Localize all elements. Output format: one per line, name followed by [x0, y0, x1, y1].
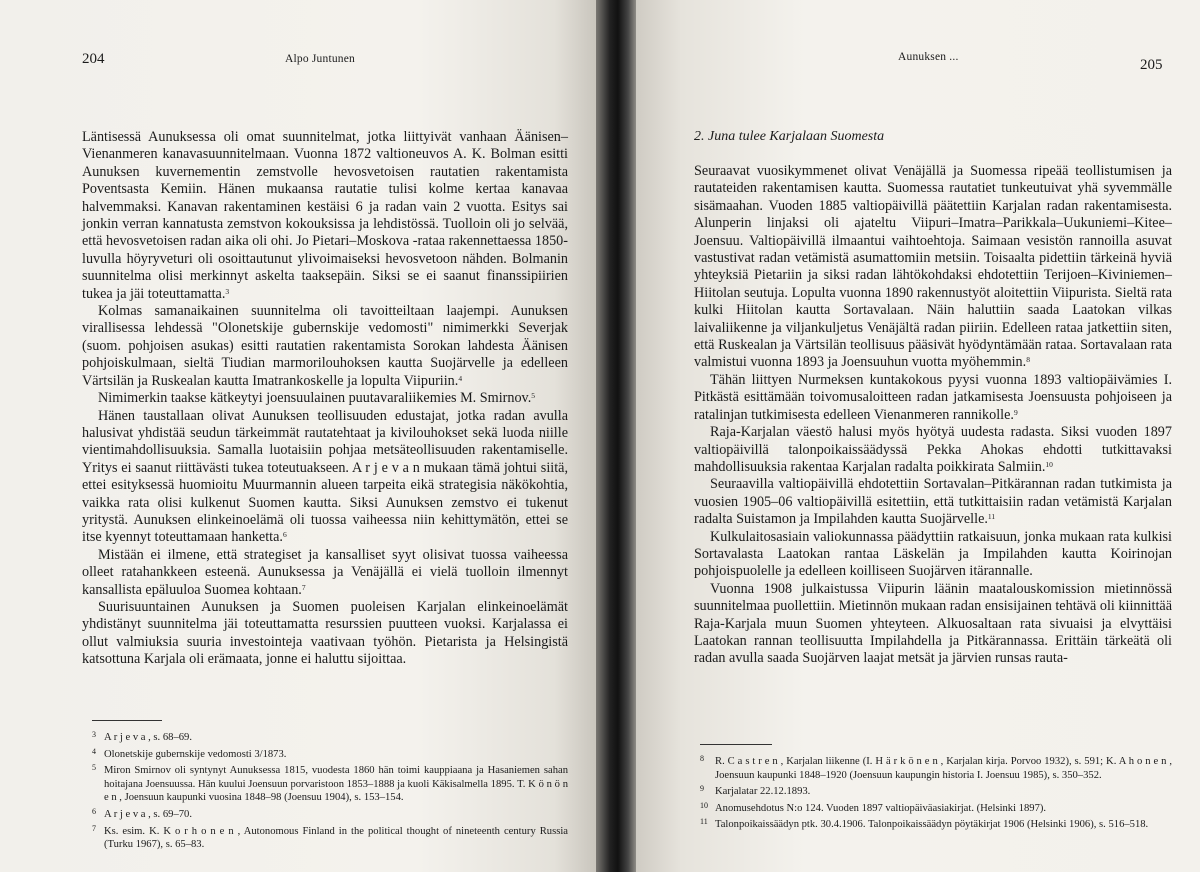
- footnote: 4 Olonetskije gubernskije vedomosti 3/1873.: [92, 746, 287, 760]
- left-running-head: Alpo Juntunen: [285, 53, 355, 65]
- footnote: 8 R. C a s t r e n , Karjalan liikenne (I. H ä r k ö n e n , Karjalan kirja. Porvoo 1932), s. 591; K. A h o n e n , Joensuun kaupunki 1848–1920 (Joensuun kaupungin historia I. Joensuu 1985), s. 350–352.: [700, 754, 1172, 781]
- footnote-ref: 6: [282, 530, 287, 540]
- footnote: 7 Ks. esim. K. K o r h o n e n , Autonomous Finland in the political thought of nineteenth century Russia (Turku 1967), s. 65–83.: [92, 823, 568, 851]
- footnote-ref: 7: [301, 582, 306, 592]
- footnote-ref: 5: [531, 391, 536, 401]
- footnote: 5 Miron Smirnov oli syntynyt Aunuksessa 1815, vuodesta 1860 hän toimi kauppiaana ja Hasaniemen sahan hoitajana Joensuussa. Hän kuului Joensuun porvaristoon 1853–1888 ja kuoli Käkisalmella 1895. T. K ö n ö n e n , Joensuun kaupunki vuosina 1848–98 (Joensuu 1904), s. 153–154.: [92, 763, 568, 804]
- right-paragraph: Seuraavilla valtiopäivillä ehdotettiin Sortavalan–Pitkärannan radan tutkimista ja vuosien 1905–06 valtiopäivillä esitettiin, että tutkittaisiin radan vetämistä Karjalan radalta Suistamon ja Impilahden kautta Suojärvelle.$^{11}$: [694, 476, 1172, 528]
- left-page: [0, 0, 596, 872]
- left-footnotes: [92, 728, 568, 852]
- left-paragraph: Mistään ei ilmene, että strategiset ja kansalliset syyt olisivat tuossa vaiheessa olleet ratahankkeen esteenä. Aunuksessa ja Venäjällä ei vielä tuolloin ilmennyt kansallista epäluuloa Suomea kohtaan.$^7$: [82, 546, 568, 598]
- footnote-ref: 11: [987, 512, 996, 522]
- footnote-ref: 10: [1045, 459, 1053, 469]
- footnote-rule: [700, 744, 772, 745]
- left-page-number: 204: [82, 51, 105, 67]
- right-page-number: 205: [1140, 57, 1163, 73]
- right-paragraph: Seuraavat vuosikymmenet olivat Venäjällä ja Suomessa ripeää teollistumisen ja rautateiden rakentamisen kautta. Suomessa rautatiet tunkeutuivat yhä syvemmälle sisämaahan. Vuoden 1885 valtiopäivillä päätettiin Karjalan radan rakentamisesta. Alunperin linjaksi oli ajateltu Viipuri–Imatra–Parikkala–Uukuniemi–Kitee–Joensuu. Valtiopäivillä ilmaantui vaihtoehtoja. Saimaan vesistön rannoilla asuvat vastustivat radan vetämistä asumattomiin metsiin. Toisaalta pidettiin tärkeinä hyviä yhteyksiä Pietariin ja siksi radan lähtökohdaksi ehdotettiin Terijoen–Kiviniemen–Hiitolan seutuja. Lopulta vuonna 1890 rakennustyöt aloitettiin Viipurista. Sieltä rata kulki Hiitolan kautta Sortavalaan. Näin haluttiin saada Laatokan vilkas laivaliikenne ja viljankuljetus Venäjältä radan piiriin. Edelleen rataa jatkettiin siten, että Ruskealan ja Värtsilän teollisuus pääsivät hyödyntämään rataa. Sortavalaan rata valmistui vuonna 1893 ja Joensuuhun vuotta myöhemmin.$^8$: [694, 163, 1172, 371]
- right-paragraph: Kulkulaitosasiain valiokunnassa päädyttiin ratkaisuun, jonka mukaan rata kulkisi Sortavalasta Laatokan rantaa Läskelän ja Impilahden kautta Koirinojan pohjoispuolelle ja edelleen koilliseen Suojärven itärannalle.: [694, 528, 1172, 580]
- right-paragraph: Tähän liittyen Nurmeksen kuntakokous pyysi vuonna 1893 valtiopäivämies I. Pitkästä esittämään toivomusaloitteen radan jatkamisesta Joensuusta pohjoiseen ja ratalinjan tutkimisesta edelleen Vienanmeren rannikolle.$^9$: [694, 371, 1172, 423]
- footnote: 3 A r j e v a , s. 68–69.: [92, 730, 192, 743]
- section-title: 2. Juna tulee Karjalaan Suomesta: [694, 129, 885, 144]
- footnote-ref: 3: [225, 286, 230, 296]
- right-page: [636, 0, 1200, 872]
- left-paragraph: Hänen taustallaan olivat Aunuksen teollisuuden edustajat, jotka radan avulla halusivat yhdistää seudun tärkeimmät rautatehtaat ja kivilouhokset sekä luoda niille vientimahdollisuuksia. Samalla luotaisiin pohjaa metsäteollisuuden rakentamiselle. Yritys ei saanut riittävästi tukea toteutuakseen. A r j e v a n mukaan tämä johtui siitä, ettei esityksessä huomioitu Muurmannin alueen tarpeita eikä strategisia näkökohtia, vaikka rata olisi kulkenut Suomen kautta. Siksi Aunuksen zemstvo ei tukenut yritystä. Aunuksen elinkeinoelämä oli tuossa vaiheessa niin kehittymätön, ettei se itse kyennyt toteuttamaan hanketta.$^6$: [82, 407, 568, 546]
- right-paragraph: Raja-Karjalan väestö halusi myös hyötyä uudesta radasta. Siksi vuoden 1897 valtiopäivillä talonpoikaissäädyssä Pekka Ahokas ehdotti tutkittavaksi mahdollisuuksia rakentaa Karjalan radalta poikkirata Salmiin.$^{10}$: [694, 424, 1172, 475]
- footnote: 10 Anomusehdotus N:o 124. Vuoden 1897 valtiopäiväasiakirjat. (Helsinki 1897).: [700, 800, 1047, 814]
- footnote-ref: 9: [1013, 407, 1018, 417]
- footnote: 6 A r j e v a , s. 69–70.: [92, 806, 192, 820]
- left-body-text: [82, 129, 568, 669]
- book-gutter: [596, 0, 636, 872]
- left-paragraph: Kolmas samanaikainen suunnitelma oli tavoitteiltaan laajempi. Aunuksen virallisessa lehdessä "Olonetskije gubernskije vedomosti" nimimerkki Severjak (suom. pohjoisen asukas) esitti rautatien rakentamista Sorokan lahdesta Äänisen pohjoiskulmaan, sieltä Tiudian marmorilouhoksen kautta Suojärvelle ja edelleen Värtsilän ja Ruskealan kautta Imatrankoskelle ja lopulta Viipuriin.$^4$: [82, 303, 568, 389]
- footnote: 11 Talonpoikaissäädyn ptk. 30.4.1906. Talonpoikaissäädyn pöytäkirjat 1906 (Helsinki 1906), s. 516–518.: [700, 817, 1149, 831]
- footnote-ref: 4: [458, 373, 463, 383]
- right-paragraph: Vuonna 1908 julkaistussa Viipurin läänin maatalouskomission mietinnössä suunnitelmaa puollettiin. Mietinnön mukaan radan ensisijainen tehtävä oli kiinnittää Raja-Karjala muun Suomen yhteyteen. Alkuosaltaan rata sivuaisi ja elvyttäisi Laatokan rannan teollisuutta Impilahdella ja Pitkärannassa. Erittäin tärkeätä oli radan avulla saada Suojärven laajat metsät ja järvien runsas rauta-: [694, 580, 1172, 667]
- left-paragraph: Suurisuuntainen Aunuksen ja Suomen puoleisen Karjalan elinkeinoelämät yhdistänyt suunnitelma jäi toteuttamatta resurssien puutteen vuoksi. Karjalassa ei ollut valmiuksia suuria investointeja vaativaan työhön. Pietarista ja Helsingistä katsottuna Karjala oli erämaata, jonne ei haluttu sijoittaa.: [82, 598, 568, 668]
- right-footnotes: [700, 752, 1172, 832]
- left-paragraph: Läntisessä Aunuksessa oli omat suunnitelmat, jotka liittyivät vanhaan Äänisen–Vienanmeren kanavasuunnitelmaan. Vuonna 1872 valtioneuvos A. K. Bolman esitti Aunuksen kuvernementin zemstvolle hevosvetoisen rautatien rakentamista Poventsasta Kemiin. Hänen mukaansa rautatie tulisi kolme kertaa kanavaa halvemmaksi. Kanavan rakentaminen kestäisi 6 ja radan vain 2 vuotta. Esitys sai jonkin verran kannatusta zemstvon kokouksissa ja lehdistössä. Tuolloin oli jo selvää, että hevosvetoisen radan aika oli ohi. Jo Pietari–Moskova -rataa rakennettaessa 1850-luvulla höyryveturi oli osoittautunut ylivoimaiseksi hevosvetoon nähden. Bolmanin suunnitelma olisi merkinnyt askelta taaksepäin. Siksi se ei saanut finanssipiirien tukea ja jäi toteuttamatta.$^3$: [82, 129, 568, 302]
- right-body-text: [694, 163, 1172, 668]
- right-running-head: Aunuksen ...: [898, 51, 959, 63]
- footnote-ref: 8: [1026, 355, 1030, 365]
- left-paragraph: Nimimerkin taakse kätkeytyi joensuulainen puutavaraliikemies M. Smirnov.$^5$: [98, 390, 536, 407]
- footnote-rule: [92, 720, 162, 721]
- footnote: 9 Karjalatar 22.12.1893.: [700, 784, 811, 798]
